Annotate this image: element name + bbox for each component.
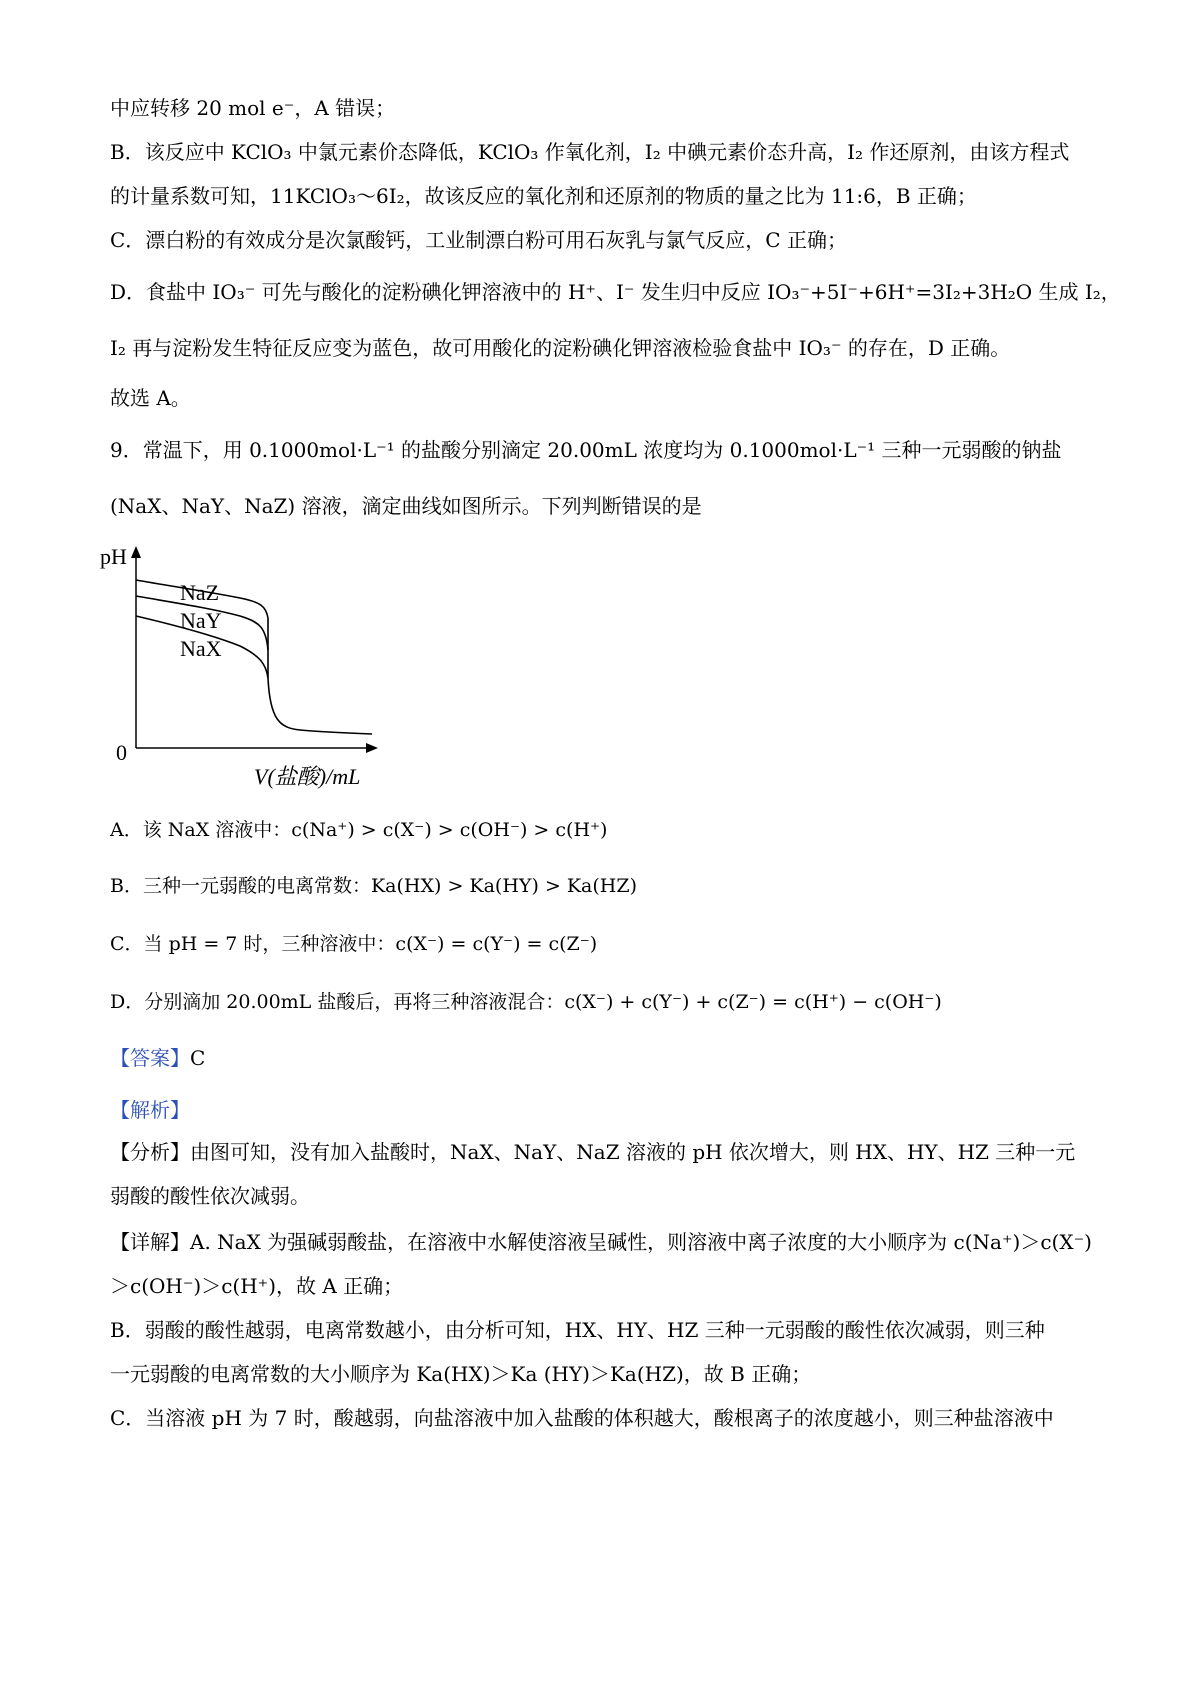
series-label-NaX: NaX: [180, 636, 222, 661]
curve-common-tail: [268, 618, 372, 734]
x-axis-label: V(盐酸)/mL: [254, 764, 361, 789]
option-d: D．分别滴加 20.00mL 盐酸后，再将三种溶液混合：c(X⁻) + c(Y⁻) + c(Z⁻) = c(H⁺) − c(OH⁻): [110, 991, 942, 1013]
detail-line-4: 一元弱酸的电离常数的大小顺序为 Ka(HX)＞Ka (HY)＞Ka(HZ)，故 B 正确；: [110, 1362, 812, 1386]
option-b: B．三种一元弱酸的电离常数：Ka(HX) > Ka(HY) > Ka(HZ): [110, 875, 637, 897]
text-line-4: C．漂白粉的有效成分是次氯酸钙，工业制漂白粉可用石灰乳与氯气反应，C 正确；: [110, 228, 847, 252]
titration-chart: [100, 544, 400, 828]
option-c: C．当 pH = 7 时，三种溶液中：c(X⁻) = c(Y⁻) = c(Z⁻): [110, 933, 598, 955]
text-line-2: B．该反应中 KClO₃ 中氯元素价态降低，KClO₃ 作氧化剂，I₂ 中碘元素价态升高，I₂ 作还原剂，由该方程式: [110, 140, 1070, 164]
series-label-NaY: NaY: [180, 608, 222, 633]
question-9-stem-1: 9．常温下，用 0.1000mol·L⁻¹ 的盐酸分别滴定 20.00mL 浓度均为 0.1000mol·L⁻¹ 三种一元弱酸的钠盐: [110, 438, 1062, 462]
answer-value: C: [190, 1046, 206, 1070]
detail-line-5: C．当溶液 pH 为 7 时，酸越弱，向盐溶液中加入盐酸的体积越大，酸根离子的浓度越小，则三种盐溶液中: [110, 1406, 1054, 1430]
question-9-stem-2: (NaX、NaY、NaZ) 溶液，滴定曲线如图所示。下列判断错误的是: [110, 494, 702, 518]
analysis-line-2: 弱酸的酸性依次减弱。: [110, 1184, 310, 1208]
analysis-line-1: 【分析】由图可知，没有加入盐酸时，NaX、NaY、NaZ 溶液的 pH 依次增大，则 HX、HY、HZ 三种一元: [110, 1140, 1076, 1164]
option-a: A．该 NaX 溶液中：c(Na⁺) > c(X⁻) > c(OH⁻) > c(H⁺): [110, 819, 608, 841]
text-line-1: 中应转移 20 mol e⁻，A 错误；: [110, 96, 396, 120]
text-line-5: D．食盐中 IO₃⁻ 可先与酸化的淀粉碘化钾溶液中的 H⁺、I⁻ 发生归中反应 IO₃⁻+5I⁻+6H⁺=3I₂+3H₂O 生成 I₂，: [110, 280, 1121, 304]
detail-line-1: 【详解】A. NaX 为强碱弱酸盐，在溶液中水解使溶液呈碱性，则溶液中离子浓度的大小顺序为 c(Na⁺)＞c(X⁻): [110, 1230, 1092, 1254]
y-axis-arrow: [131, 546, 141, 558]
text-line-6: I₂ 再与淀粉发生特征反应变为蓝色，故可用酸化的淀粉碘化钾溶液检验食盐中 IO₃⁻ 的存在，D 正确。: [110, 336, 1011, 360]
text-line-3: 的计量系数可知，11KClO₃～6I₂，故该反应的氧化剂和还原剂的物质的量之比为 11:6，B 正确；: [110, 184, 977, 208]
analysis-heading: 【解析】: [110, 1098, 190, 1122]
text-line-7: 故选 A。: [110, 386, 191, 410]
origin-label: 0: [116, 740, 127, 765]
detail-line-3: B．弱酸的酸性越弱，电离常数越小，由分析可知，HX、HY、HZ 三种一元弱酸的酸性依次减弱，则三种: [110, 1318, 1045, 1342]
answer-tag: 【答案】: [110, 1046, 190, 1070]
answer-line: [110, 1046, 205, 1070]
x-axis-arrow: [366, 743, 378, 753]
detail-line-2: ＞c(OH⁻)＞c(H⁺)，故 A 正确；: [110, 1274, 404, 1298]
y-axis-label: pH: [100, 544, 127, 569]
series-label-NaZ: NaZ: [180, 580, 220, 605]
